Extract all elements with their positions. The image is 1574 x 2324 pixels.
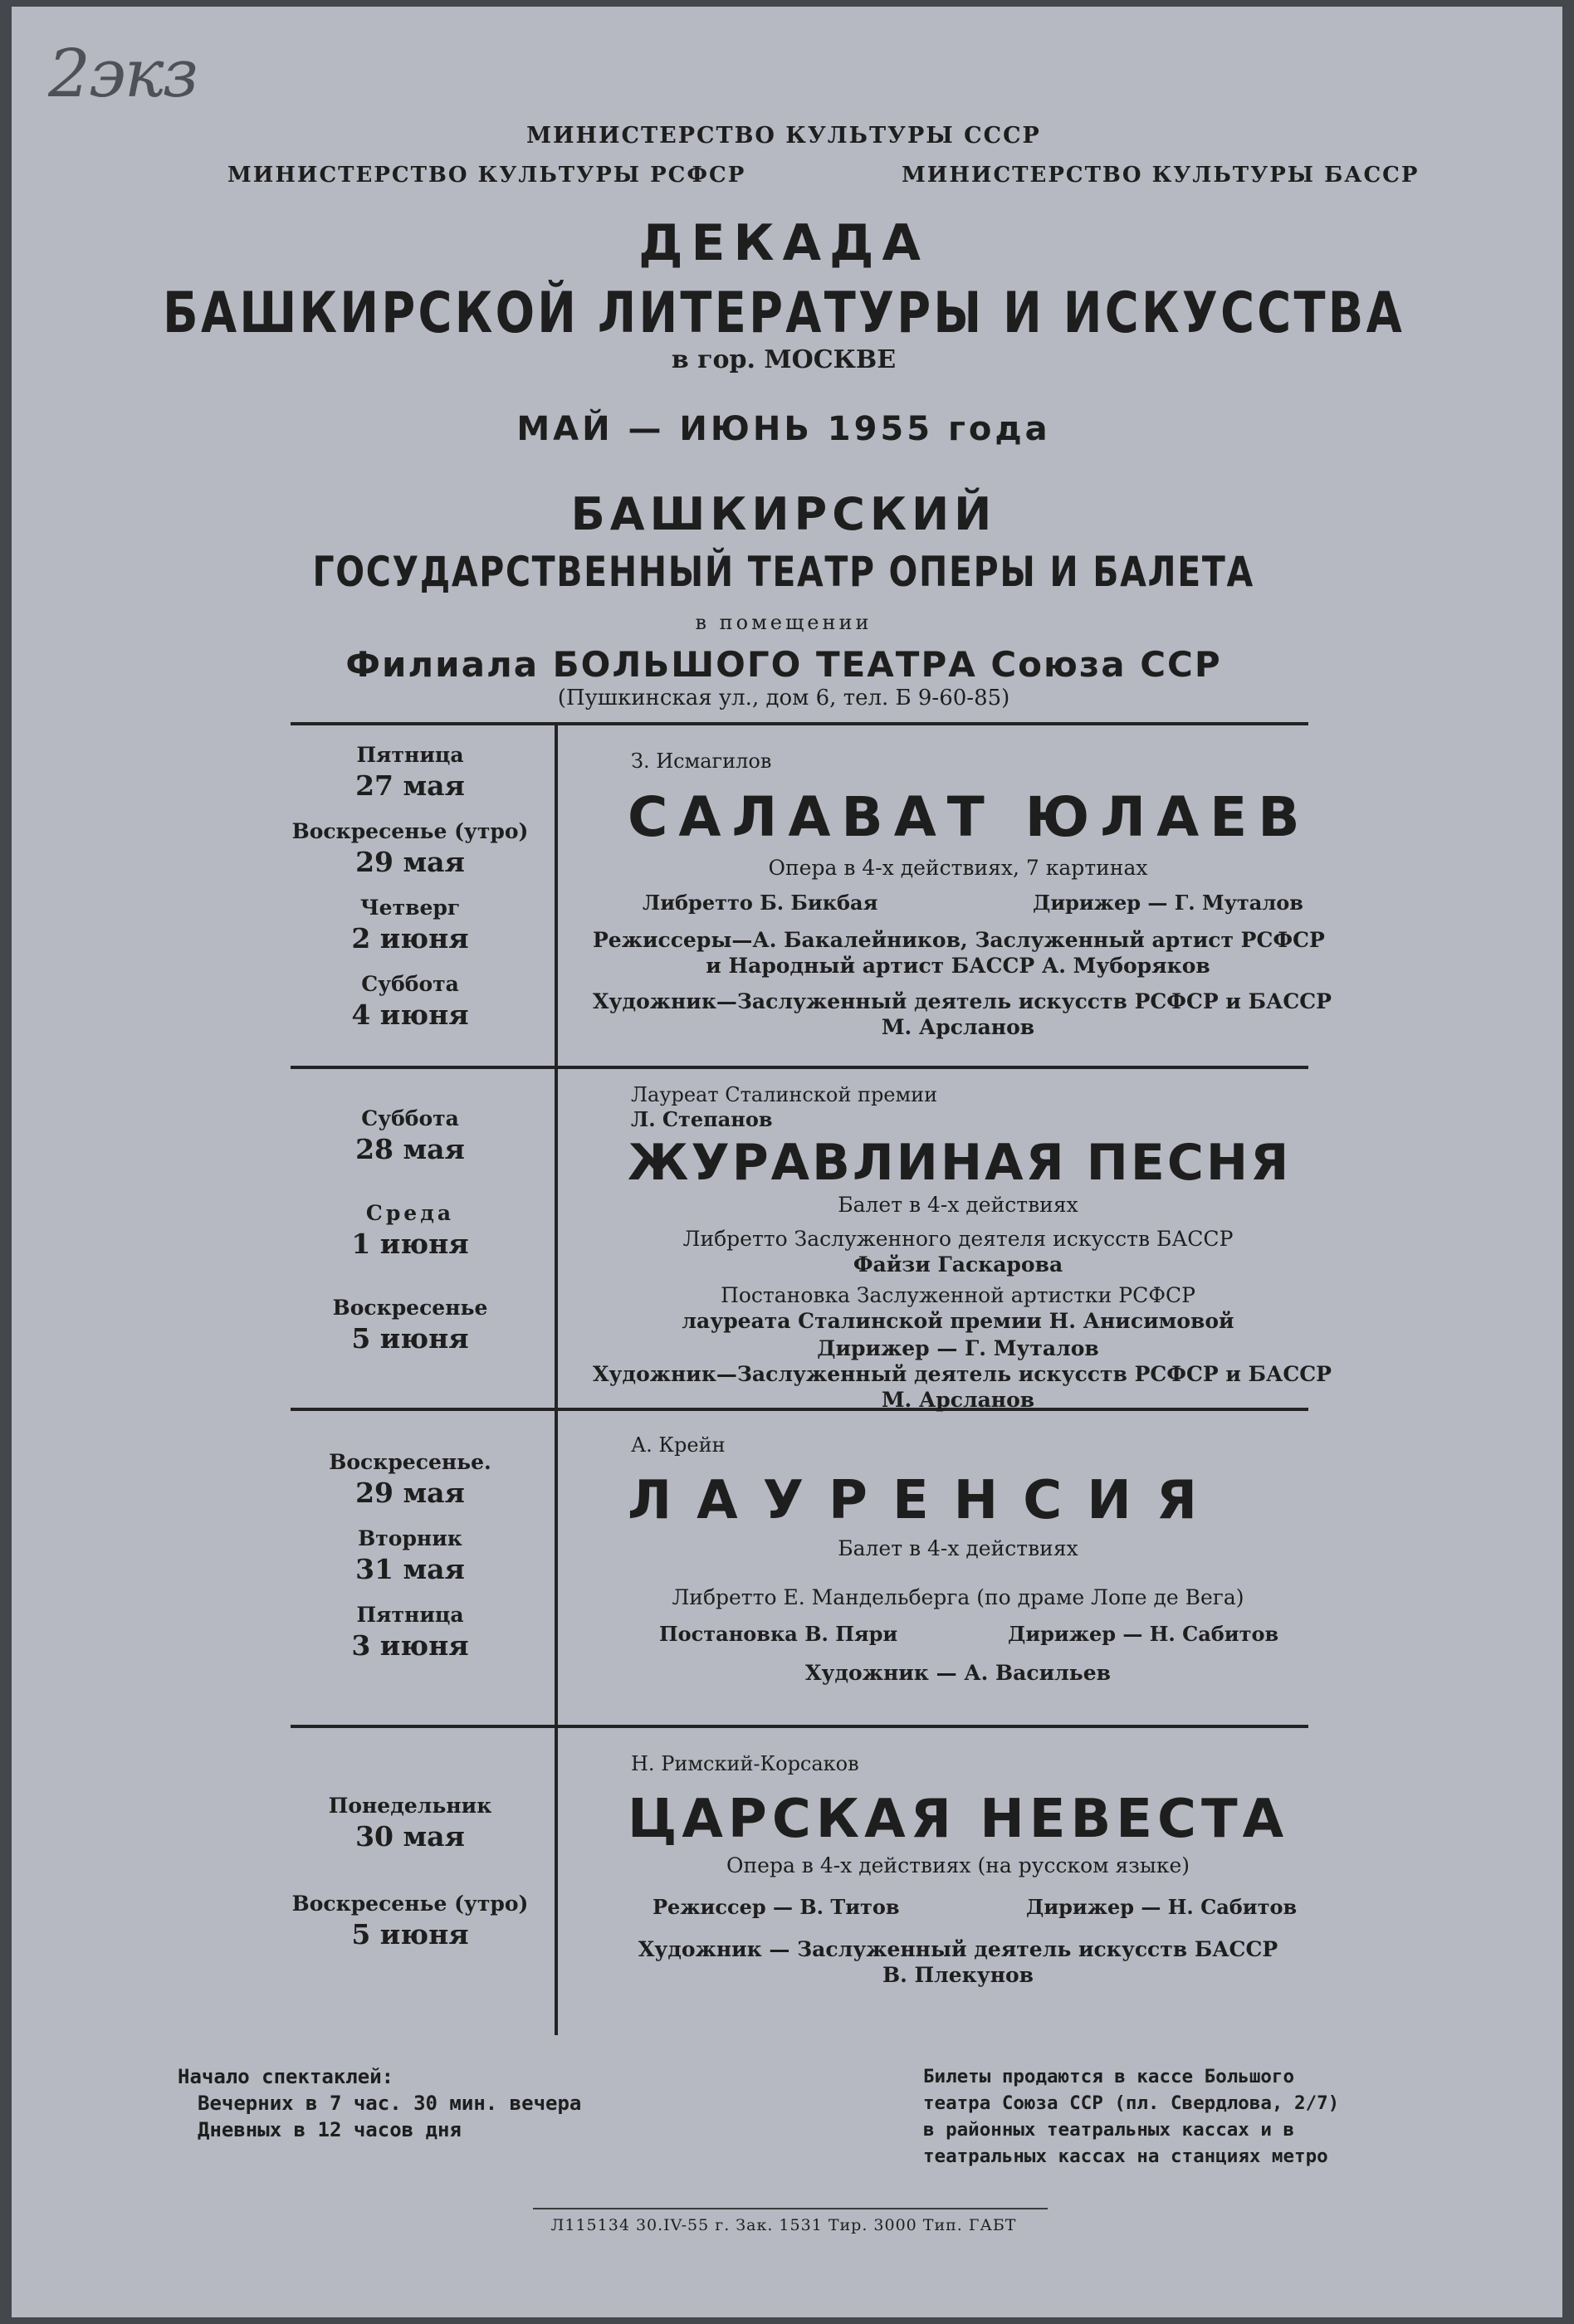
- performance-title: САЛАВАТ ЮЛАЕВ: [628, 785, 1311, 849]
- artist-line2: М. Арсланов: [881, 1388, 1035, 1412]
- premises-label: в помещении: [695, 611, 873, 634]
- ticket-info-line4: театральных кассах на станциях метро: [923, 2146, 1328, 2167]
- decade-subtitle: БАШКИРСКОЙ ЛИТЕРАТУРЫ И ИСКУССТВА: [163, 281, 1405, 346]
- conductor: Дирижер — Н. Сабитов: [1026, 1895, 1298, 1919]
- staging-line1: Постановка Заслуженной артистки РСФСР: [721, 1283, 1195, 1307]
- composer: А. Крейн: [631, 1433, 726, 1457]
- ticket-info: [923, 2063, 1339, 2170]
- schedule-crane-song: [277, 1106, 543, 1371]
- director: Режиссер — В. Титов: [653, 1895, 900, 1919]
- libretto: Либретто Б. Бикбая: [643, 891, 878, 915]
- ministry-bassr: МИНИСТЕРСТВО КУЛЬТУРЫ БАССР: [902, 163, 1420, 188]
- conductor: Дирижер — Г. Муталов: [1033, 891, 1303, 915]
- schedule-date: 27 мая: [355, 769, 465, 802]
- daytime-time: Дневных в 12 часов дня: [198, 2118, 462, 2141]
- schedule-date: 29 мая: [355, 846, 465, 878]
- poster-sheet: [12, 7, 1562, 2317]
- artist-line1: Художник—Заслуженный деятель искусств РСФСР и БАССР: [593, 989, 1332, 1013]
- schedule-day: Пятница: [356, 1603, 464, 1627]
- schedule-date: 4 июня: [351, 998, 469, 1031]
- schedule-day: Среда: [365, 1201, 455, 1225]
- performance-laurencia: [593, 1433, 1323, 1686]
- rule-top: [291, 722, 1308, 725]
- genre: Балет в 4-х действиях: [838, 1193, 1078, 1217]
- ministry-rsfsr: МИНИСТЕРСТВО КУЛЬТУРЫ РСФСР: [227, 163, 746, 188]
- composer: Л. Степанов: [631, 1107, 773, 1131]
- schedule-day: Суббота: [361, 972, 459, 996]
- artist-line2: М. Арсланов: [881, 1015, 1035, 1039]
- decade-heading: ДЕКАДА: [638, 214, 929, 272]
- genre: Балет в 4-х действиях: [838, 1536, 1078, 1560]
- performance-crane-song: [593, 1082, 1332, 1413]
- composer: Н. Римский-Корсаков: [631, 1752, 859, 1775]
- theatre-name-line2: ГОСУДАРСТВЕННЫЙ ТЕАТР ОПЕРЫ И БАЛЕТА: [312, 548, 1255, 596]
- schedule-day: Понедельник: [328, 1794, 492, 1818]
- schedule-salavat: [277, 742, 543, 1047]
- start-times: [178, 2063, 581, 2143]
- conductor: Дирижер — Г. Муталов: [817, 1336, 1099, 1360]
- libretto: Либретто Е. Мандельберга (по драме Лопе де Вега): [672, 1585, 1244, 1609]
- ticket-info-line1: Билеты продаются в кассе Большого: [923, 2066, 1295, 2087]
- composer: З. Исмагилов: [631, 749, 772, 773]
- schedule-day: Воскресенье (утро): [291, 819, 529, 843]
- artist: Художник — А. Васильев: [804, 1661, 1112, 1685]
- schedule-day: Четверг: [359, 896, 461, 920]
- schedule-date: 1 июня: [351, 1228, 469, 1260]
- directors-line2: и Народный артист БАССР А. Муборяков: [706, 954, 1210, 978]
- schedule-date: 29 мая: [355, 1477, 465, 1509]
- column-divider: [555, 725, 558, 2035]
- libretto-line2: Файзи Гаскарова: [853, 1252, 1063, 1277]
- rule-3: [291, 1725, 1308, 1728]
- ticket-info-line2: театра Союза ССР (пл. Свердлова, 2/7): [923, 2092, 1340, 2114]
- performance-salavat: [593, 749, 1332, 1040]
- schedule-day: Вторник: [358, 1526, 462, 1550]
- venue: Филиала БОЛЬШОГО ТЕАТРА Союза ССР: [345, 644, 1222, 685]
- handwritten-mark: 2экз: [48, 35, 198, 112]
- staging-line2: лауреата Сталинской премии Н. Анисимовой: [682, 1309, 1234, 1333]
- print-info: Л115134 30.IV-55 г. Зак. 1531 Тир. 3000 Тип. ГАБТ: [550, 2216, 1017, 2234]
- performance-title: ЛАУРЕНСИЯ: [628, 1470, 1223, 1531]
- schedule-date: 28 мая: [355, 1133, 465, 1165]
- schedule-day: Воскресенье (утро): [291, 1892, 529, 1916]
- ticket-info-line3: в районных театральных кассах и в: [923, 2119, 1295, 2141]
- ministry-ussr: МИНИСТЕРСТВО КУЛЬТУРЫ СССР: [526, 123, 1041, 149]
- genre: Опера в 4-х действиях (на русском языке): [726, 1853, 1190, 1877]
- laureate-note: Лауреат Сталинской премии: [631, 1083, 938, 1106]
- schedule-laurencia: [277, 1449, 543, 1678]
- evening-time: Вечерних в 7 час. 30 мин. вечера: [198, 2092, 582, 2115]
- performance-tsar-bride: [593, 1751, 1323, 1988]
- performance-title: ЖУРАВЛИНАЯ ПЕСНЯ: [628, 1134, 1292, 1192]
- performance-title: ЦАРСКАЯ НЕВЕСТА: [628, 1789, 1289, 1850]
- schedule-date: 5 июня: [351, 1918, 469, 1950]
- schedule-date: 30 мая: [355, 1820, 465, 1853]
- schedule-day: Суббота: [361, 1106, 459, 1130]
- directors-line1: Режиссеры—А. Бакалейников, Заслуженный артист РСФСР: [593, 928, 1325, 952]
- venue-address: (Пушкинская ул., дом 6, тел. Б 9-60-85): [557, 686, 1010, 710]
- staging: Постановка В. Пяри: [659, 1622, 898, 1646]
- rule-1: [291, 1066, 1308, 1069]
- artist-line1: Художник — Заслуженный деятель искусств БАССР: [638, 1937, 1278, 1961]
- theatre-name-line1: БАШКИРСКИЙ: [570, 488, 997, 540]
- conductor: Дирижер — Н. Сабитов: [1008, 1622, 1279, 1646]
- schedule-date: 31 мая: [355, 1553, 465, 1585]
- schedule-day: Пятница: [356, 743, 464, 767]
- artist-line2: В. Плекунов: [882, 1963, 1034, 1987]
- schedule-date: 2 июня: [351, 922, 469, 954]
- schedule-day: Воскресенье.: [329, 1450, 491, 1474]
- libretto-line1: Либретто Заслуженного деятеля искусств БАССР: [682, 1227, 1234, 1251]
- print-rule: [533, 2208, 1048, 2209]
- schedule-tsar-bride: [277, 1793, 543, 1967]
- schedule-date: 3 июня: [351, 1629, 469, 1662]
- artist-line1: Художник—Заслуженный деятель искусств РСФСР и БАССР: [593, 1362, 1332, 1386]
- genre: Опера в 4-х действиях, 7 картинах: [768, 856, 1148, 880]
- start-times-title: Начало спектаклей:: [178, 2065, 394, 2088]
- city: в гор. МОСКВЕ: [671, 345, 897, 374]
- schedule-date: 5 июня: [351, 1322, 469, 1355]
- festival-dates: МАЙ — ИЮНЬ 1955 года: [516, 410, 1051, 448]
- schedule-day: Воскресенье: [332, 1296, 488, 1320]
